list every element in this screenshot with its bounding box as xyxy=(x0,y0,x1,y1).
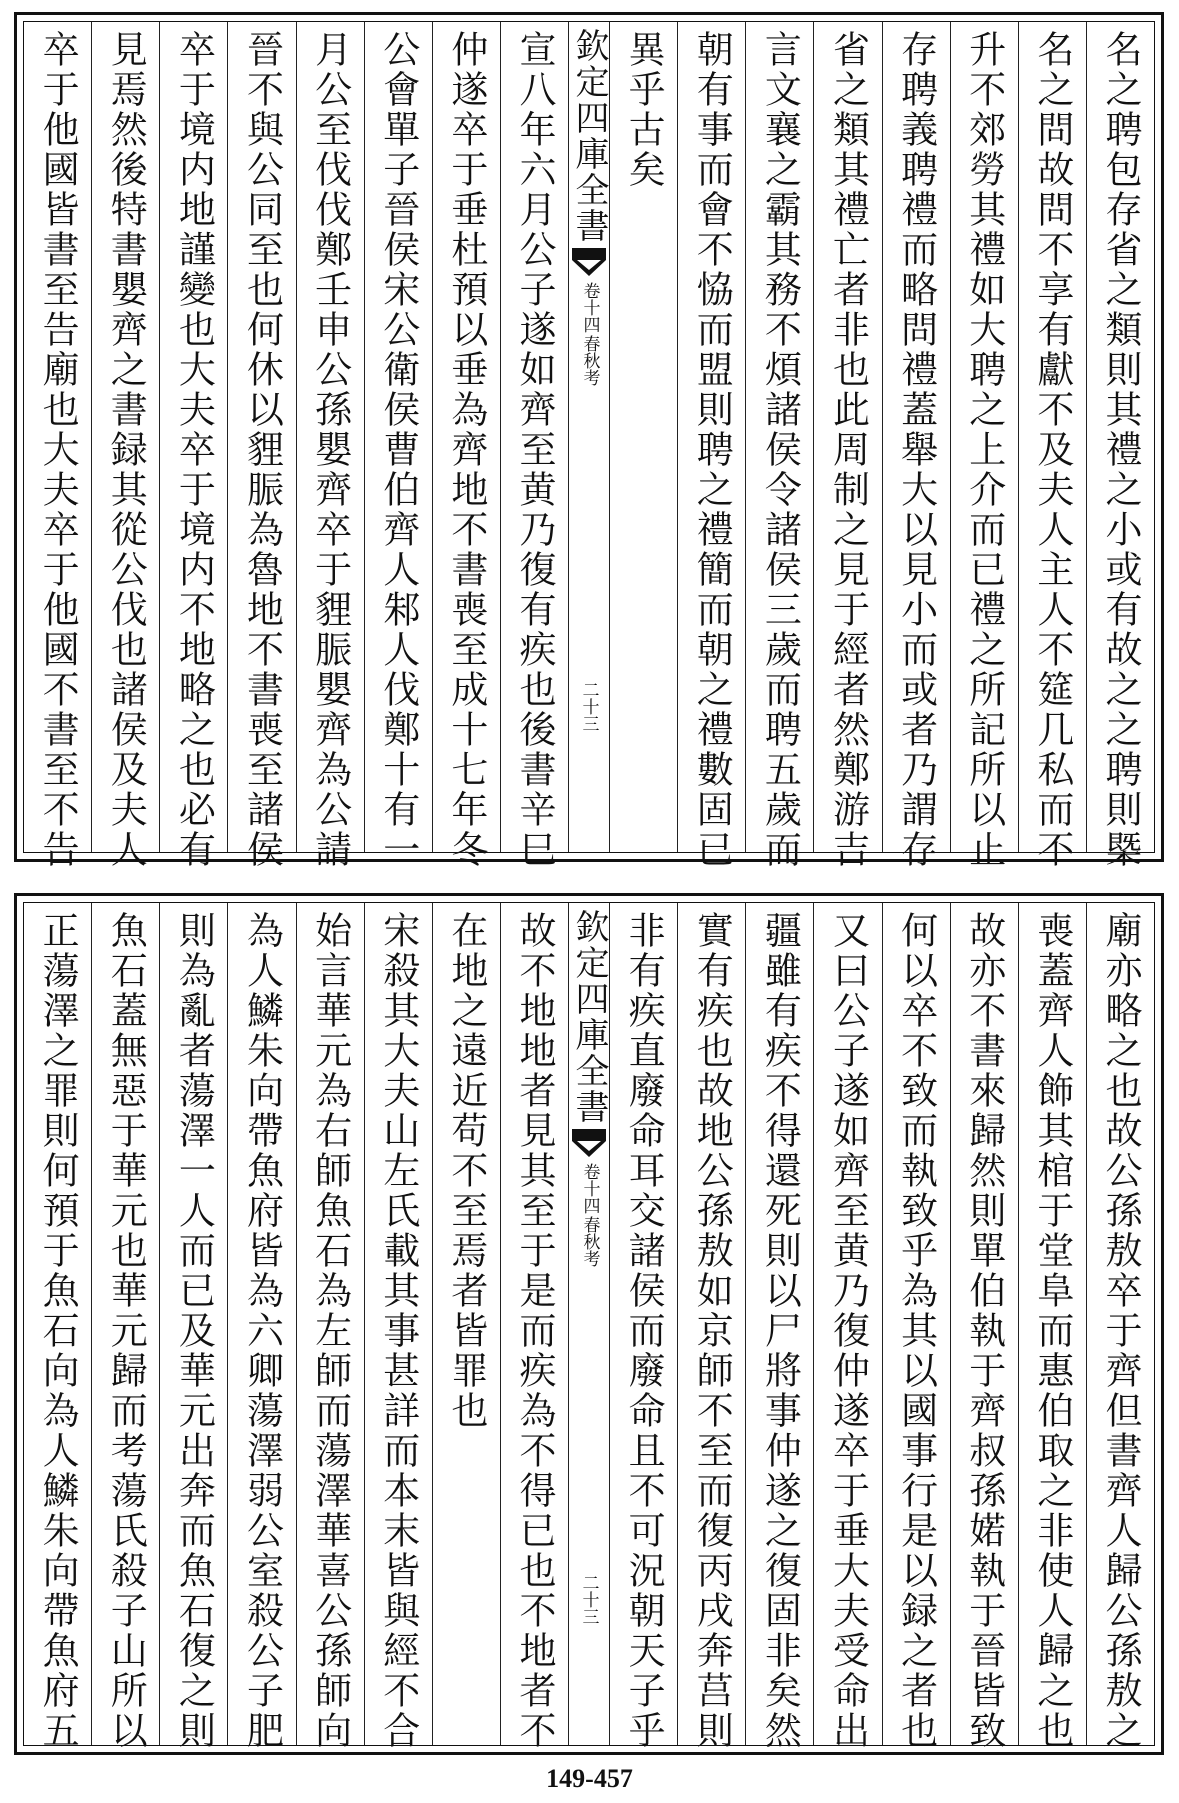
page-frame xyxy=(23,902,1155,1751)
leaf-number: 二十三 xyxy=(578,681,599,732)
column-text: 卒于境内地謹變也大夫卒于境内不地略之也必有 xyxy=(172,30,216,870)
book-title: 春秋考 xyxy=(579,335,600,386)
column-text: 在地之遠近苟不至焉者皆罪也 xyxy=(444,911,488,1431)
text-column xyxy=(813,22,881,870)
section-label xyxy=(581,1163,598,1267)
column-text: 名之聘包存省之類則其禮之小或有故之之聘則槩 xyxy=(1098,30,1142,870)
column-text: 魚石蓋無惡于華元也華元歸而考蕩氏殺子山所以 xyxy=(104,911,148,1751)
bottom-page-panel xyxy=(14,893,1164,1755)
fishtail-mark-icon xyxy=(572,1129,606,1159)
page-footer-code: 149-457 xyxy=(546,1764,633,1793)
text-column xyxy=(364,903,432,1751)
text-column xyxy=(813,903,881,1751)
text-column xyxy=(500,22,568,870)
column-text: 宣八年六月公子遂如齊至黄乃復有疾也後書辛巳 xyxy=(512,30,556,870)
column-text: 月公至伐伐鄭壬申公孫嬰齊卒于貍脤嬰齊為公請 xyxy=(308,30,352,870)
page-frame xyxy=(23,21,1155,870)
column-text: 非有疾直廢命耳交諸侯而廢命且不可況朝天子乎 xyxy=(622,911,666,1751)
text-column xyxy=(677,903,745,1751)
text-column xyxy=(159,903,227,1751)
column-text: 升不郊勞其禮如大聘之上介而已禮之所記所以止 xyxy=(962,30,1006,870)
column-text: 正蕩澤之罪則何預于魚石向為人鱗朱向帶魚府五 xyxy=(36,911,80,1751)
column-text: 疆雖有疾不得還死則以尸將事仲遂之復固非矣然 xyxy=(758,911,802,1751)
text-column xyxy=(609,22,677,852)
text-column xyxy=(24,903,91,1751)
text-column xyxy=(500,903,568,1751)
book-title: 春秋考 xyxy=(579,1216,600,1267)
text-column xyxy=(1086,22,1154,870)
leaf-number: 二十三 xyxy=(578,1574,599,1625)
text-column xyxy=(677,22,745,870)
fishtail-center-column xyxy=(568,22,609,852)
column-text: 故亦不書來歸然則單伯執于齊叔孫婼執于晉皆致 xyxy=(962,911,1006,1751)
text-column xyxy=(745,903,813,1751)
text-column xyxy=(159,22,227,870)
fishtail-center-column xyxy=(568,903,609,1745)
text-column xyxy=(296,903,364,1751)
text-column xyxy=(296,22,364,870)
column-text: 始言華元為右師魚石為左師而蕩澤華喜公孫師向 xyxy=(308,911,352,1751)
column-text: 仲遂卒于垂杜預以垂為齊地不書喪至成十七年冬 xyxy=(444,30,488,870)
text-column xyxy=(432,22,500,870)
text-column xyxy=(91,22,159,870)
column-text: 實有疾也故地公孫敖如京師不至而復丙戌奔莒則 xyxy=(690,911,734,1751)
text-column xyxy=(1018,903,1086,1751)
column-text: 為人鱗朱向帶魚府皆為六卿蕩澤弱公室殺公子肥 xyxy=(240,911,284,1751)
collection-title: 欽定四庫全書 xyxy=(569,909,609,1125)
column-text: 卒于他國皆書至告廟也大夫卒于他國不書至不告 xyxy=(36,30,80,870)
column-text: 何以卒不致而執致乎為其以國事行是以録之者也 xyxy=(894,911,938,1751)
text-column xyxy=(950,903,1018,1751)
column-text: 言文襄之霸其務不煩諸侯令諸侯三歲而聘五歲而 xyxy=(758,30,802,870)
column-text: 宋殺其大夫山左氏載其事甚詳而本末皆與經不合 xyxy=(376,911,420,1751)
column-text: 存聘義聘禮而略問禮蓋舉大以見小而或者乃謂存 xyxy=(894,30,938,870)
collection-title: 欽定四庫全書 xyxy=(569,28,609,244)
text-column xyxy=(24,22,91,870)
text-column xyxy=(882,903,950,1751)
text-columns xyxy=(24,903,1154,1751)
column-text: 見焉然後特書嬰齊之書録其從公伐也諸侯及夫人 xyxy=(104,30,148,870)
text-column xyxy=(432,903,500,1745)
column-text: 喪蓋齊人飾其棺于堂阜而惠伯取之非使人歸之也 xyxy=(1030,911,1074,1751)
column-text: 則為亂者蕩澤一人而已及華元出奔而魚石復之則 xyxy=(172,911,216,1751)
column-text: 異乎古矣 xyxy=(622,30,666,190)
column-text: 名之問故問不享有獻不及夫人主人不筵几私而不 xyxy=(1030,30,1074,870)
text-column xyxy=(91,903,159,1751)
column-text: 公會單子晉侯宋公衛侯曹伯齊人邾人伐鄭十有一 xyxy=(376,30,420,870)
volume-label: 卷十四 xyxy=(579,1163,600,1214)
fishtail-mark-icon xyxy=(572,248,606,278)
text-column xyxy=(745,22,813,870)
text-column xyxy=(364,22,432,870)
text-column xyxy=(882,22,950,870)
text-column xyxy=(609,903,677,1751)
top-page-panel xyxy=(14,12,1164,870)
column-text: 晉不與公同至也何休以貍脤為魯地不書喪至諸侯 xyxy=(240,30,284,870)
section-label xyxy=(581,282,598,386)
text-column xyxy=(1018,22,1086,870)
text-column xyxy=(227,903,295,1751)
volume-label: 卷十四 xyxy=(579,282,600,333)
column-text: 省之類其禮亡者非也此周制之見于經者然鄭游吉 xyxy=(826,30,870,870)
column-text: 朝有事而會不恊而盟則聘之禮簡而朝之禮數固已 xyxy=(690,30,734,870)
column-text: 故不地地者見其至于是而疾為不得已也不地者不 xyxy=(512,911,556,1751)
text-column xyxy=(1086,903,1154,1751)
column-text: 廟亦略之也故公孫敖卒于齊但書齊人歸公孫敖之 xyxy=(1098,911,1142,1751)
text-column xyxy=(227,22,295,870)
text-column xyxy=(950,22,1018,870)
column-text: 又曰公子遂如齊至黄乃復仲遂卒于垂大夫受命出 xyxy=(826,911,870,1751)
text-columns xyxy=(24,22,1154,870)
